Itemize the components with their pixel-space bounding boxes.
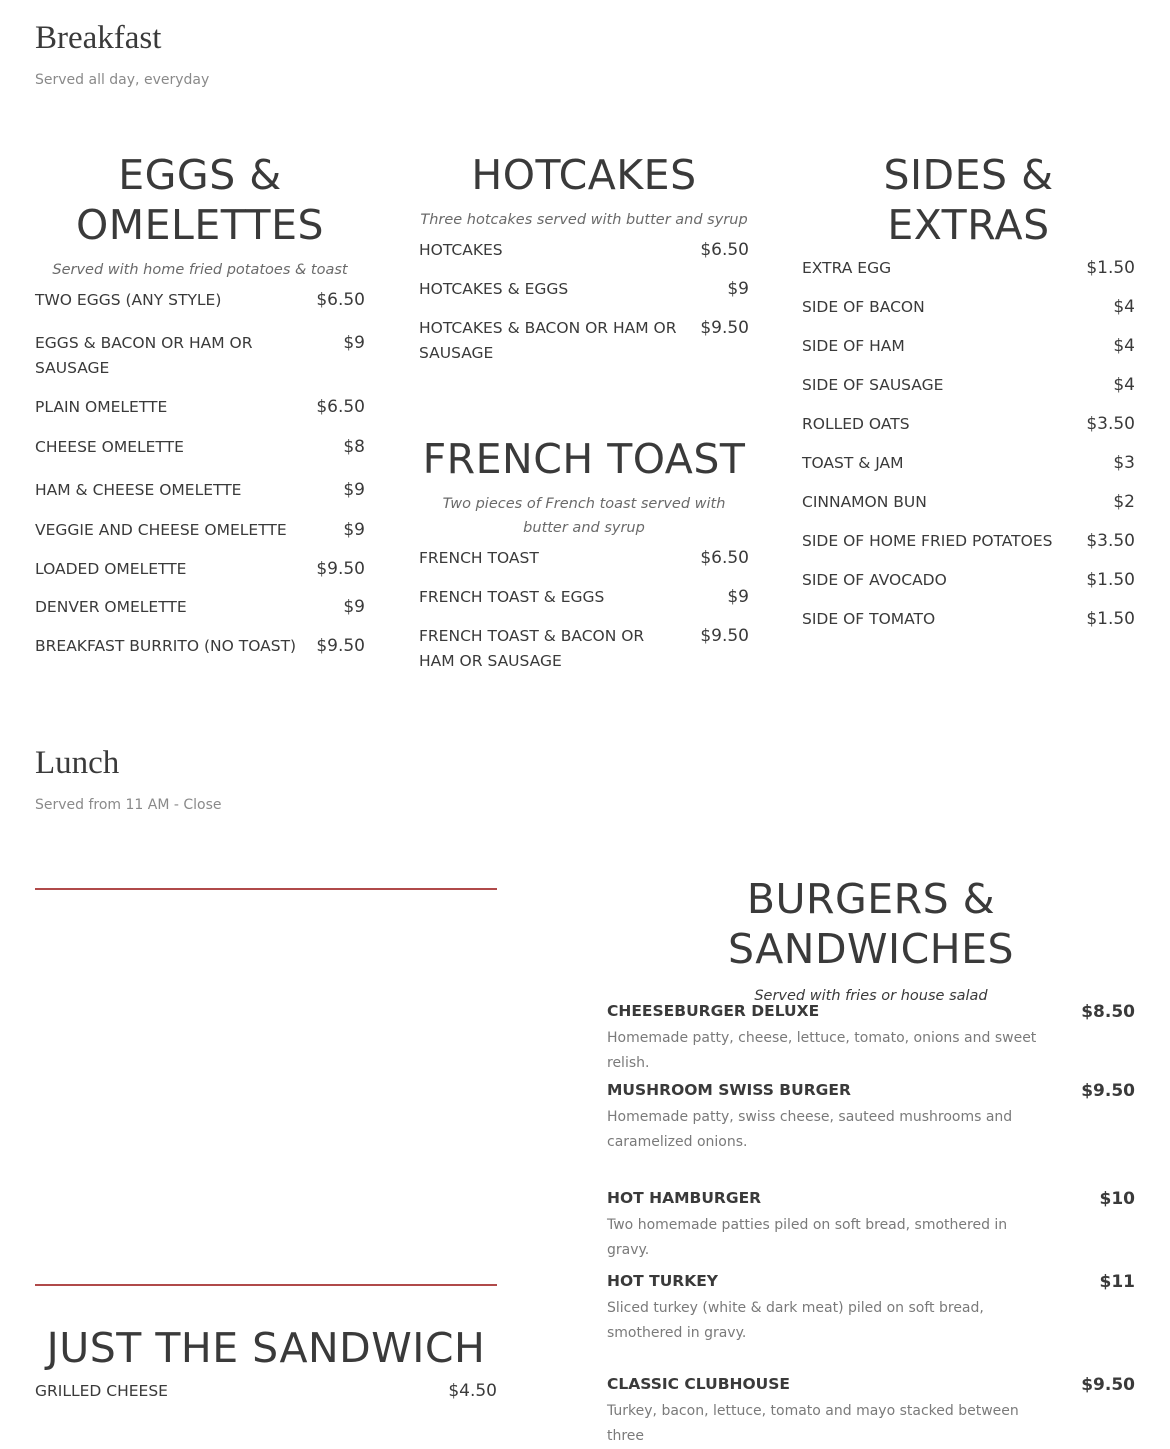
- menu-item: [35, 634, 365, 659]
- item-price: $9: [343, 480, 365, 500]
- item-name: SIDE OF BACON: [802, 298, 925, 316]
- item-price: $9: [343, 597, 365, 617]
- sides-extras-menu: [802, 150, 1135, 632]
- item-price: $11: [1099, 1272, 1135, 1292]
- menu-item: [607, 1269, 1135, 1346]
- item-price: $1.50: [1086, 609, 1135, 629]
- item-price: $9.50: [1081, 1081, 1135, 1101]
- item-price: $4: [1113, 297, 1135, 317]
- french-toast-note: Two pieces of French toast served with butter and syrup: [442, 496, 726, 536]
- burgers-sandwiches-note: Served with fries or house salad: [754, 988, 988, 1004]
- menu-item: [607, 1372, 1135, 1449]
- menu-item: [35, 395, 365, 420]
- item-price: $6.50: [700, 548, 749, 568]
- item-description: Sliced turkey (white & dark meat) piled on soft bread, smothered in gravy.: [607, 1300, 984, 1341]
- item-price: $9: [343, 520, 365, 540]
- item-name: VEGGIE AND CHEESE OMELETTE: [35, 521, 287, 539]
- item-price: $9.50: [316, 559, 365, 579]
- menu-item: [419, 585, 749, 610]
- item-description: Homemade patty, cheese, lettuce, tomato, onions and sweet relish.: [607, 1030, 1037, 1071]
- item-price: $1.50: [1086, 258, 1135, 278]
- item-price: $6.50: [316, 397, 365, 417]
- hotcakes-title: HOTCAKES: [471, 151, 697, 199]
- item-name: HOT TURKEY: [607, 1272, 719, 1290]
- burgers-sandwiches-header: [607, 874, 1135, 1008]
- menu-item: [802, 607, 1135, 632]
- item-price: $6.50: [316, 290, 365, 310]
- menu-item: [802, 334, 1135, 359]
- menu-item: [802, 256, 1135, 281]
- menu-item: [419, 238, 749, 263]
- item-name: ROLLED OATS: [802, 415, 910, 433]
- menu-item: [607, 999, 1135, 1076]
- menu-item: [35, 478, 365, 503]
- item-name: HOT HAMBURGER: [607, 1189, 762, 1207]
- item-price: $8.50: [1081, 1002, 1135, 1022]
- menu-item: [802, 490, 1135, 515]
- just-the-sandwich-title: JUST THE SANDWICH: [46, 1324, 486, 1372]
- item-price: $9.50: [316, 636, 365, 656]
- item-price: $4.50: [448, 1381, 497, 1401]
- item-price: $8: [343, 437, 365, 457]
- menu-item: [607, 1078, 1135, 1155]
- menu-item: [802, 568, 1135, 593]
- menu-item: [419, 277, 749, 302]
- hotcakes-note: Three hotcakes served with butter and syrup: [420, 212, 748, 228]
- menu-item: [35, 595, 365, 620]
- sides-extras-title: SIDES & EXTRAS: [883, 151, 1054, 249]
- menu-item: [35, 331, 365, 381]
- item-price: $9: [343, 333, 365, 353]
- breakfast-subtitle: Served all day, everyday: [35, 72, 210, 88]
- item-price: $3: [1113, 453, 1135, 473]
- breakfast-title: Breakfast: [35, 20, 162, 56]
- item-name: SIDE OF HOME FRIED POTATOES: [802, 532, 1053, 550]
- menu-item: [802, 451, 1135, 476]
- item-name: TWO EGGS (ANY STYLE): [35, 291, 222, 309]
- item-price: $6.50: [700, 240, 749, 260]
- item-name: TOAST & JAM: [802, 454, 904, 472]
- item-price: $3.50: [1086, 531, 1135, 551]
- menu-item: [802, 373, 1135, 398]
- item-name: HAM & CHEESE OMELETTE: [35, 481, 242, 499]
- divider-bottom: [35, 1284, 497, 1286]
- item-price: $9.50: [700, 626, 749, 646]
- eggs-omelettes-menu: [35, 150, 365, 659]
- item-price: $4: [1113, 336, 1135, 356]
- item-price: $2: [1113, 492, 1135, 512]
- item-name: LOADED OMELETTE: [35, 560, 187, 578]
- lunch-subtitle: Served from 11 AM - Close: [35, 797, 222, 813]
- divider-top: [35, 888, 497, 890]
- item-name: EGGS & BACON OR HAM OR SAUSAGE: [35, 334, 253, 377]
- menu-item: [419, 546, 749, 571]
- item-name: HOTCAKES: [419, 241, 503, 259]
- item-price: $1.50: [1086, 570, 1135, 590]
- menu-item: [419, 624, 749, 674]
- item-name: CLASSIC CLUBHOUSE: [607, 1375, 791, 1393]
- item-price: $10: [1099, 1189, 1135, 1209]
- item-name: FRENCH TOAST & BACON OR HAM OR SAUSAGE: [419, 627, 645, 670]
- item-name: CHEESE OMELETTE: [35, 438, 184, 456]
- item-price: $3.50: [1086, 414, 1135, 434]
- item-price: $9.50: [700, 318, 749, 338]
- eggs-omelettes-title: EGGS & OMELETTES: [75, 151, 325, 249]
- lunch-title: Lunch: [35, 745, 120, 781]
- menu-item: [802, 295, 1135, 320]
- french-toast-title: FRENCH TOAST: [422, 435, 746, 483]
- menu-item: [35, 435, 365, 460]
- item-name: HOTCAKES & EGGS: [419, 280, 569, 298]
- item-name: GRILLED CHEESE: [35, 1382, 168, 1400]
- item-name: CINNAMON BUN: [802, 493, 927, 511]
- menu-item: [35, 288, 365, 313]
- french-toast-menu: [419, 434, 749, 674]
- item-name: EXTRA EGG: [802, 259, 892, 277]
- item-price: $9: [727, 279, 749, 299]
- eggs-omelettes-note: Served with home fried potatoes & toast: [52, 262, 348, 278]
- item-price: $9.50: [1081, 1375, 1135, 1395]
- item-description: Turkey, bacon, lettuce, tomato and mayo stacked between three: [607, 1403, 1019, 1444]
- item-name: PLAIN OMELETTE: [35, 398, 168, 416]
- item-name: DENVER OMELETTE: [35, 598, 187, 616]
- item-name: CHEESEBURGER DELUXE: [607, 1002, 820, 1020]
- item-description: Homemade patty, swiss cheese, sauteed mushrooms and caramelized onions.: [607, 1109, 1013, 1150]
- hotcakes-menu: [419, 150, 749, 366]
- menu-item: [35, 518, 365, 543]
- item-name: FRENCH TOAST: [419, 549, 539, 567]
- item-name: SIDE OF AVOCADO: [802, 571, 947, 589]
- menu-item: [35, 1379, 497, 1404]
- burgers-sandwiches-title: BURGERS & SANDWICHES: [727, 875, 1015, 973]
- menu-item: [607, 1186, 1135, 1263]
- item-description: Two homemade patties piled on soft bread, smothered in gravy.: [607, 1217, 1008, 1258]
- item-name: HOTCAKES & BACON OR HAM OR SAUSAGE: [419, 319, 677, 362]
- item-name: SIDE OF TOMATO: [802, 610, 936, 628]
- item-price: $9: [727, 587, 749, 607]
- menu-item: [35, 557, 365, 582]
- just-the-sandwich-menu: [35, 1323, 497, 1404]
- menu-item: [802, 412, 1135, 437]
- item-name: SIDE OF HAM: [802, 337, 905, 355]
- item-price: $4: [1113, 375, 1135, 395]
- item-name: SIDE OF SAUSAGE: [802, 376, 944, 394]
- menu-item: [802, 529, 1135, 554]
- item-name: BREAKFAST BURRITO (NO TOAST): [35, 637, 297, 655]
- item-name: MUSHROOM SWISS BURGER: [607, 1081, 851, 1099]
- item-name: FRENCH TOAST & EGGS: [419, 588, 605, 606]
- menu-item: [419, 316, 749, 366]
